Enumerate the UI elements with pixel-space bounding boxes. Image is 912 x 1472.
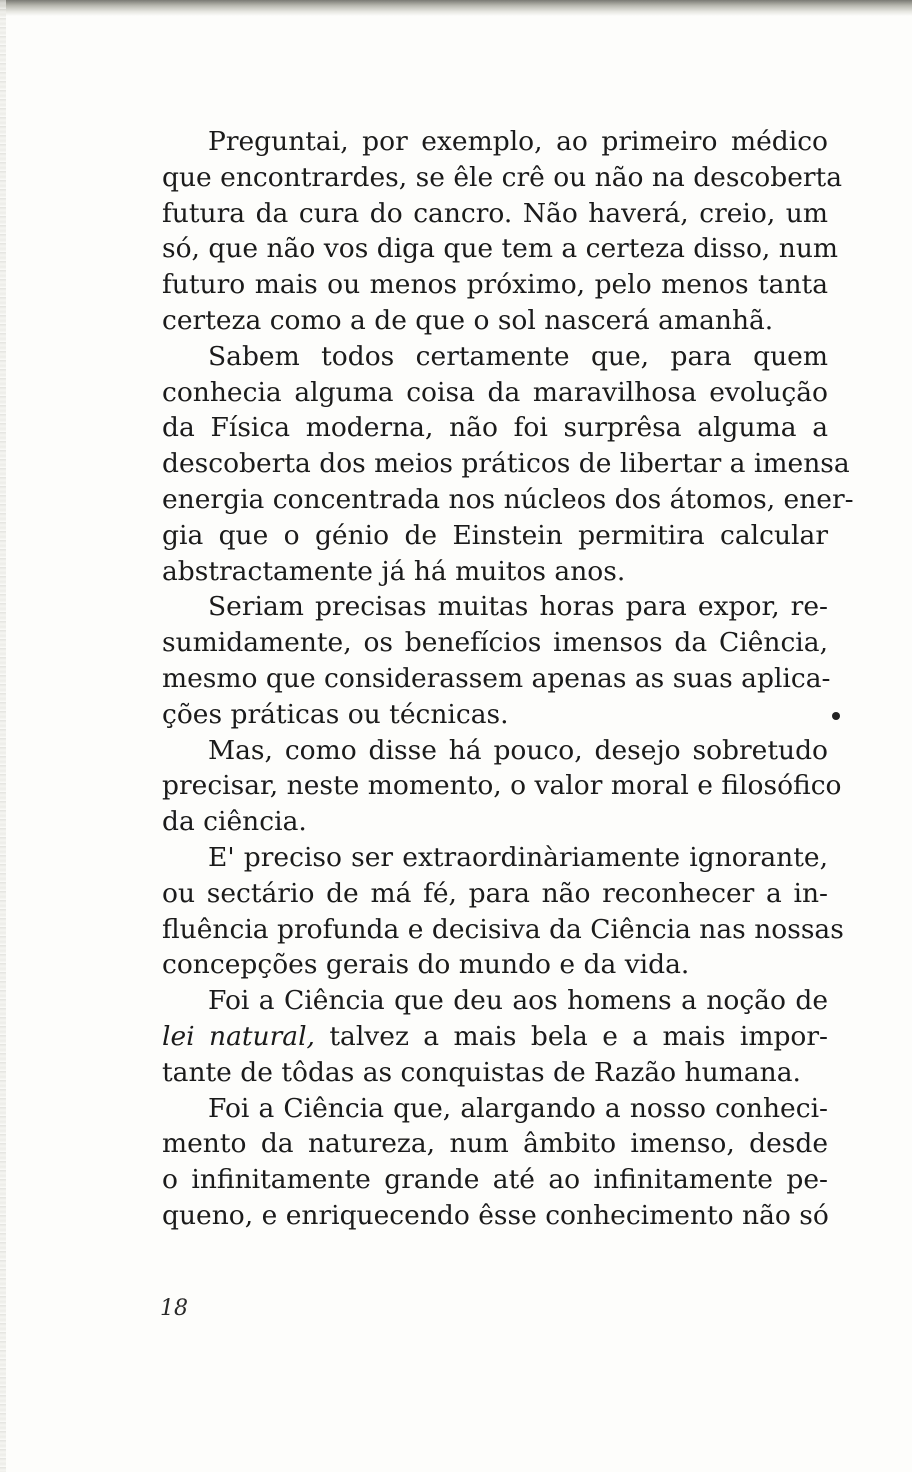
text-line: energia concentrada nos núcleos dos átomos, ener- xyxy=(162,483,854,515)
text-line: sumidamente, os benefícios imensos da Ciência, xyxy=(162,627,828,659)
text-line: Sabem todos certamente que, para quem xyxy=(208,340,828,372)
text-line: E' preciso ser extraordinàriamente ignorante, xyxy=(208,841,828,873)
ink-speck xyxy=(832,712,840,720)
text-line: mesmo que considerassem apenas as suas aplica- xyxy=(162,662,831,694)
text-line: conhecia alguma coisa da maravilhosa evolução xyxy=(162,376,828,408)
text-line: que encontrardes, se êle crê ou não na descoberta xyxy=(162,161,842,193)
text-line: da Física moderna, não foi surprêsa alguma a xyxy=(162,412,828,444)
text-line: precisar, neste momento, o valor moral e filosófico xyxy=(162,770,842,802)
text-line: fluência profunda e decisiva da Ciência nas nossas xyxy=(162,913,844,945)
page-left-edge-texture xyxy=(0,0,6,1472)
text-line: Seriam precisas muitas horas para expor, re- xyxy=(208,591,828,623)
text-line: o infinitamente grande até ao infinitamente pe- xyxy=(162,1164,828,1196)
text-line: abstractamente já há muitos anos. xyxy=(162,555,626,587)
text-line: futuro mais ou menos próximo, pelo menos tanta xyxy=(162,269,828,301)
page-number: 18 xyxy=(160,1296,188,1321)
text-line: Mas, como disse há pouco, desejo sobretudo xyxy=(208,734,828,766)
text-line: ções práticas ou técnicas. xyxy=(162,698,509,730)
text-line: Foi a Ciência que deu aos homens a noção de xyxy=(208,985,828,1017)
text-line-with-italic xyxy=(162,1019,828,1055)
text-line: ou sectário de má fé, para não reconhecer a in- xyxy=(162,877,828,909)
page-top-edge-shadow xyxy=(0,0,912,16)
body-text xyxy=(162,124,854,1234)
text-line-rest: talvez a mais bela e a mais impor- xyxy=(329,1020,828,1052)
italic-term: lei natural, xyxy=(162,1020,315,1052)
text-line: só, que não vos diga que tem a certeza disso, num xyxy=(162,233,839,265)
text-line: futura da cura do cancro. Não haverá, creio, um xyxy=(162,197,828,229)
text-line: descoberta dos meios práticos de libertar a imensa xyxy=(162,448,850,480)
text-line: queno, e enriquecendo êsse conhecimento não só xyxy=(162,1199,829,1231)
text-line: certeza como a de que o sol nascerá amanhã. xyxy=(162,304,774,336)
text-line: tante de tôdas as conquistas de Razão humana. xyxy=(162,1056,801,1088)
text-line: Foi a Ciência que, alargando a nosso conheci- xyxy=(208,1092,828,1124)
text-line: concepções gerais do mundo e da vida. xyxy=(162,949,690,981)
text-line: Preguntai, por exemplo, ao primeiro médico xyxy=(208,126,828,157)
text-line: da ciência. xyxy=(162,806,307,838)
text-line: gia que o génio de Einstein permitira calcular xyxy=(162,519,828,551)
text-line: mento da natureza, num âmbito imenso, desde xyxy=(162,1128,828,1160)
